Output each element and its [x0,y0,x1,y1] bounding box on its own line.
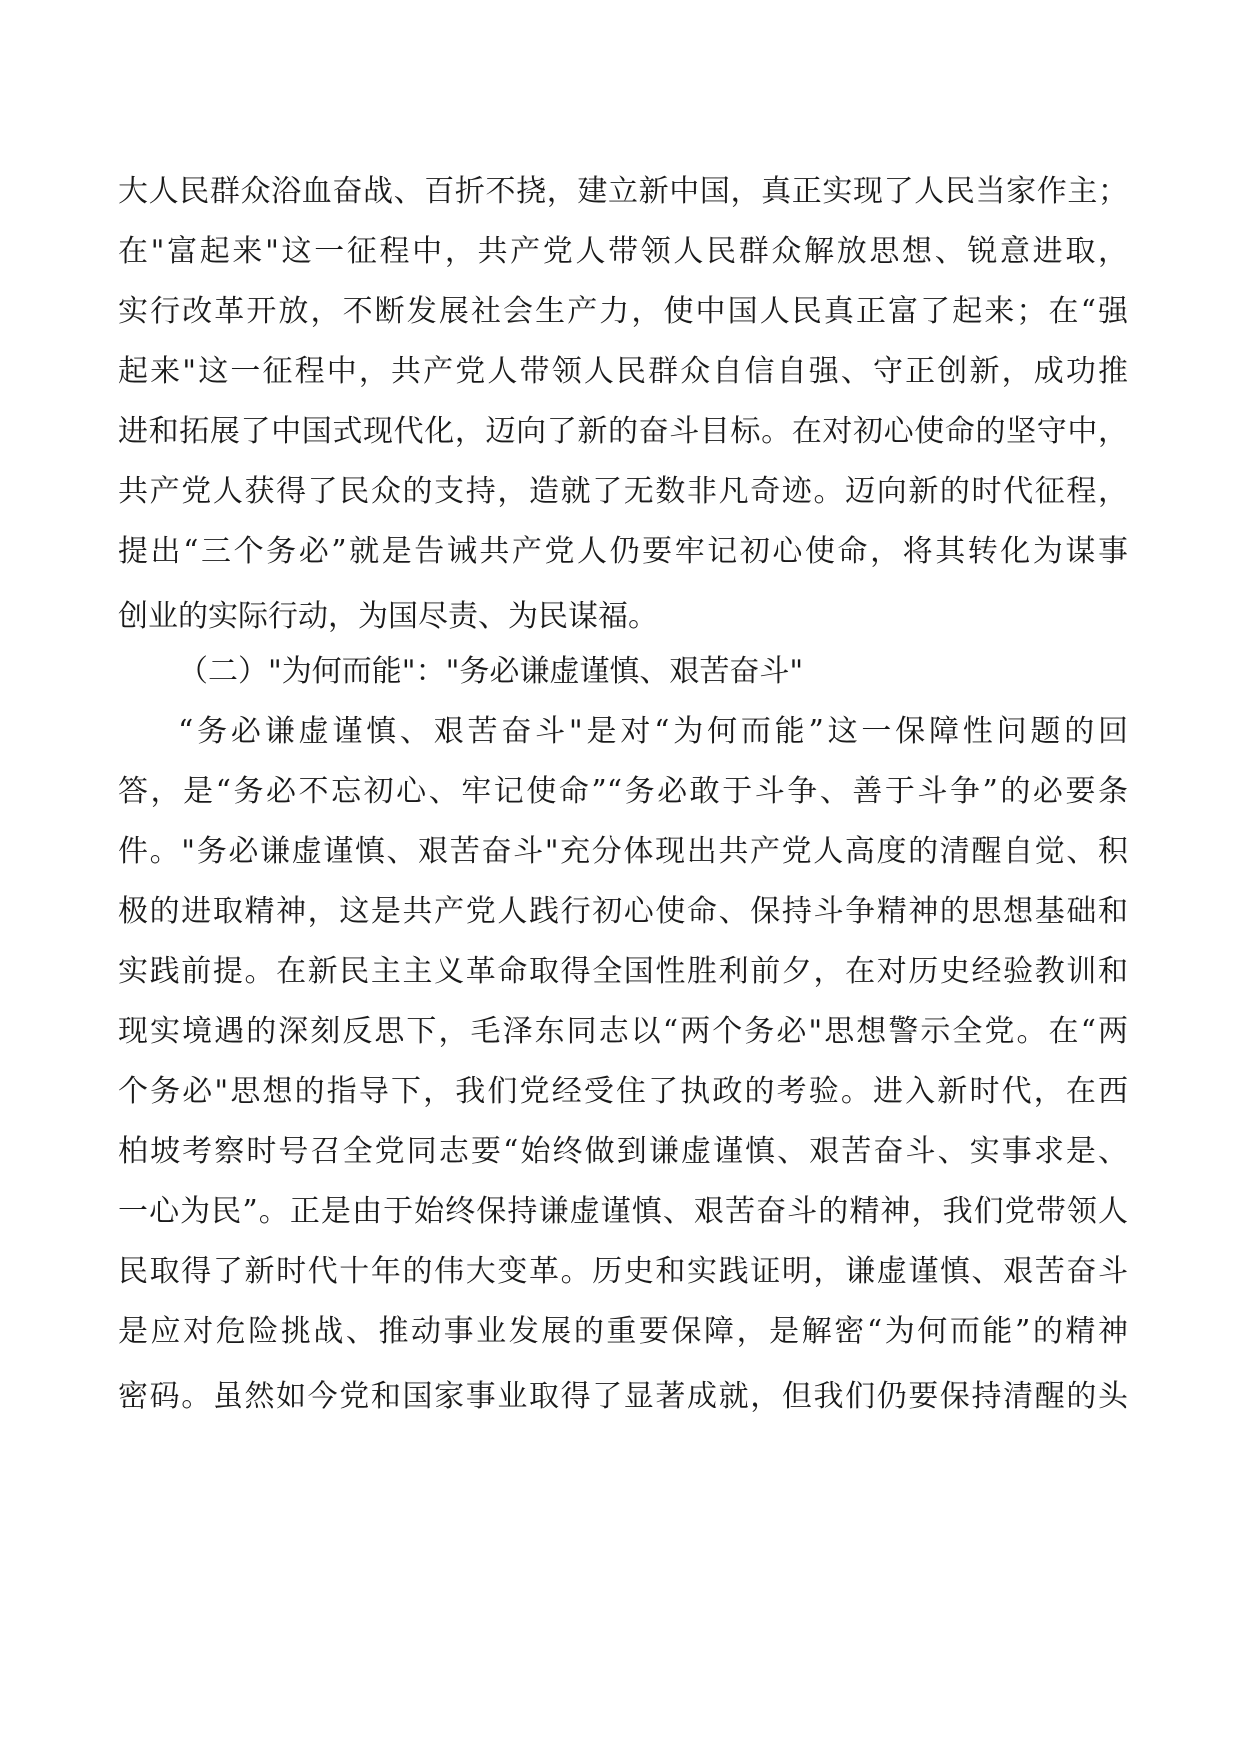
paragraph-line: 是应对危险挑战、推动事业发展的重要保障，是解密“为何而能”的精神 [118,1314,1128,1349]
paragraph-line: 起来"这一征程中，共产党人带领人民群众自信自强、守正创新，成功推 [118,354,1128,389]
paragraph-line: 答，是“务必不忘初心、牢记使命”“务必敢于斗争、善于斗争”的必要条 [118,774,1128,809]
paragraph-line: 一心为民”。正是由于始终保持谦虚谨慎、艰苦奋斗的精神，我们党带领人 [118,1194,1128,1229]
paragraph-line: 实行改革开放，不断发展社会生产力，使中国人民真正富了起来；在“强 [118,294,1128,329]
paragraph-line: 个务必"思想的指导下，我们党经受住了执政的考验。进入新时代，在西 [118,1074,1128,1109]
paragraph-line: 柏坡考察时号召全党同志要“始终做到谦虚谨慎、艰苦奋斗、实事求是、 [118,1134,1128,1169]
paragraph-line: 件。"务必谦虚谨慎、艰苦奋斗"充分体现出共产党人高度的清醒自觉、积 [118,834,1128,869]
paragraph-line: 实践前提。在新民主主义革命取得全国性胜利前夕，在对历史经验教训和 [118,954,1128,989]
paragraph-line: 在"富起来"这一征程中，共产党人带领人民群众解放思想、锐意进取， [118,234,1128,269]
paragraph-line: 创业的实际行动，为国尽责、为民谋福。 [118,599,658,634]
paragraph-line: 密码。虽然如今党和国家事业取得了显著成就，但我们仍要保持清醒的头 [118,1379,1128,1414]
paragraph-line: 进和拓展了中国式现代化，迈向了新的奋斗目标。在对初心使命的坚守中， [118,414,1128,449]
paragraph-line: 共产党人获得了民众的支持，造就了无数非凡奇迹。迈向新的时代征程， [118,474,1128,509]
paragraph-line: 大人民群众浴血奋战、百折不挠，建立新中国，真正实现了人民当家作主； [118,174,1128,209]
paragraph-line: 极的进取精神，这是共产党人践行初心使命、保持斗争精神的思想基础和 [118,894,1128,929]
paragraph-line: 现实境遇的深刻反思下，毛泽东同志以“两个务必"思想警示全党。在“两 [118,1014,1128,1049]
section-heading: （二）"为何而能"："务必谦虚谨慎、艰苦奋斗" [178,654,804,689]
paragraph-line: 提出“三个务必”就是告诫共产党人仍要牢记初心使命，将其转化为谋事 [118,534,1128,569]
paragraph-line: “务必谦虚谨慎、艰苦奋斗"是对“为何而能”这一保障性问题的回 [178,714,1128,749]
paragraph-line: 民取得了新时代十年的伟大变革。历史和实践证明，谦虚谨慎、艰苦奋斗 [118,1254,1128,1289]
